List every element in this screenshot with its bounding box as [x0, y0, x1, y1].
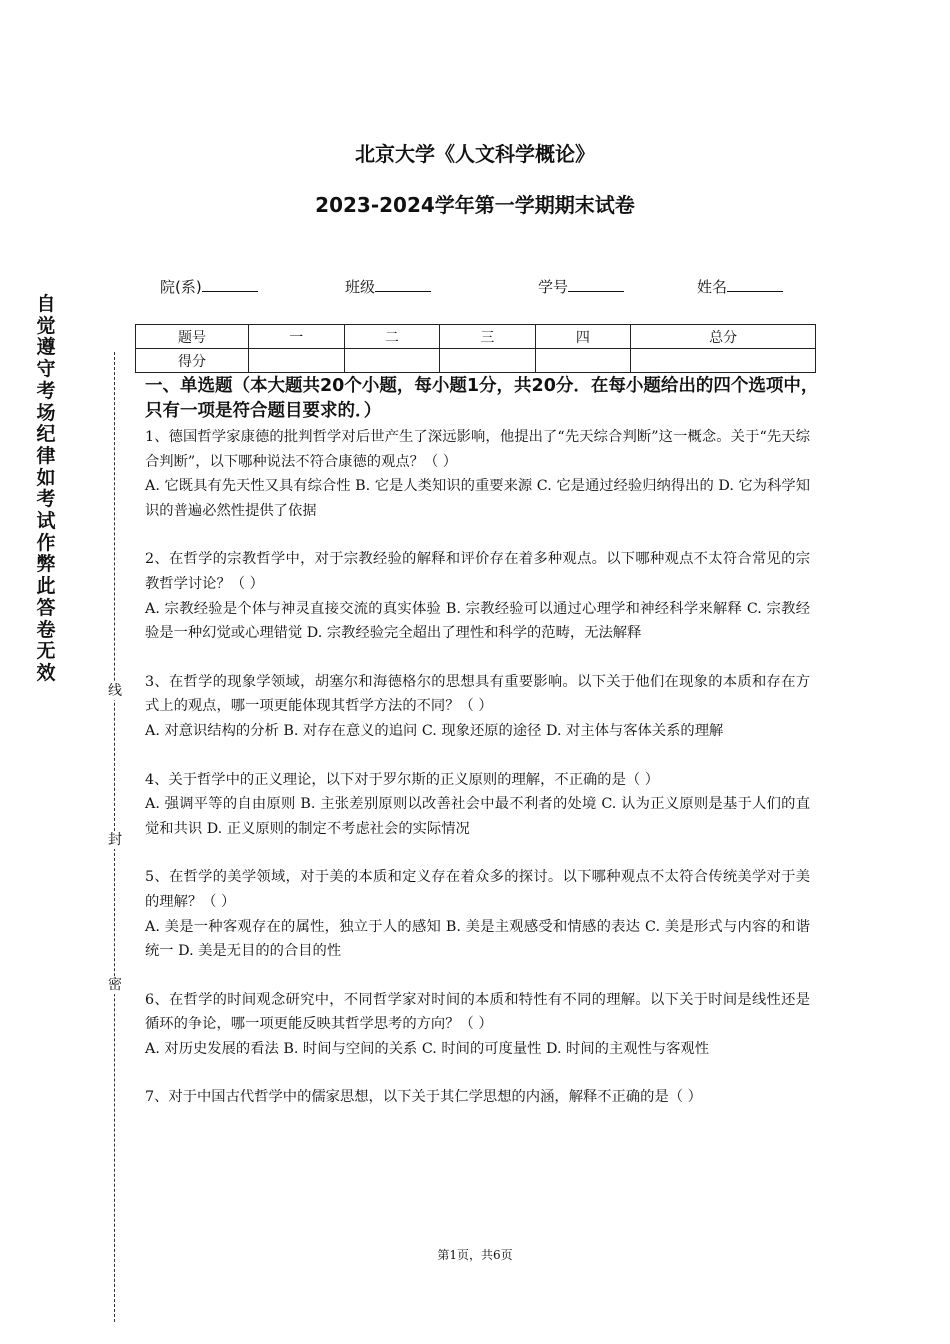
warning-char: 遵	[36, 336, 56, 359]
question-options: A. 美是一种客观存在的属性，独立于人的感知 B. 美是主观感受和情感的表达 C. 美是形式与内容的和谐统一 D. 美是无目的的合目的性	[145, 918, 810, 960]
score-entry-cell[interactable]	[535, 349, 631, 373]
section-title: 一、单选题（本大题共20个小题，每小题1分，共20分．在每小题给出的四个选项中，只有一项是符合题目要求的．）	[145, 376, 819, 421]
exam-title: 北京大学《人文科学概论》	[355, 142, 595, 166]
score-cell: 二	[344, 325, 440, 349]
warning-char: 无	[36, 640, 56, 663]
warning-char: 纪	[36, 423, 56, 446]
question-options: A. 对历史发展的看法 B. 时间与空间的关系 C. 时间的可度量性 D. 时间的主观性与客观性	[145, 1040, 709, 1057]
warning-char: 答	[36, 596, 56, 619]
score-table-score-row	[136, 349, 816, 373]
score-cell: 四	[535, 325, 631, 349]
score-cell: 总分	[631, 325, 816, 349]
question-stem: 1、德国哲学家康德的批判哲学对后世产生了深远影响，他提出了“先天综合判断”这一概念。关于“先天综合判断”，以下哪种说法不符合康德的观点？（ ）	[145, 429, 810, 470]
score-row-label: 得分	[136, 349, 249, 373]
cut-line-label-mi: 密	[108, 977, 122, 993]
question-item	[145, 670, 810, 744]
warning-char: 效	[36, 661, 56, 684]
cut-line-label-feng: 封	[108, 832, 122, 848]
question-item	[145, 865, 810, 963]
score-entry-cell[interactable]	[344, 349, 440, 373]
warning-char: 场	[36, 401, 56, 424]
warning-char: 弊	[36, 553, 56, 576]
question-stem: 7、对于中国古代哲学中的儒家思想，以下关于其仁学思想的内涵，解释不正确的是（ ）	[145, 1089, 702, 1106]
info-student-id: 学号	[538, 276, 624, 297]
score-cell: 三	[440, 325, 536, 349]
score-entry-cell[interactable]	[249, 349, 345, 373]
warning-char: 此	[36, 575, 56, 598]
question-stem: 3、在哲学的现象学领域，胡塞尔和海德格尔的思想具有重要影响。以下关于他们在现象的本质和存在方式上的观点，哪一项更能体现其哲学方法的不同？（ ）	[145, 673, 810, 715]
cut-line-label-xian: 线	[108, 683, 122, 699]
warning-char: 自	[36, 293, 56, 315]
score-entry-cell[interactable]	[631, 349, 816, 373]
info-name: 姓名	[697, 276, 783, 297]
department-blank[interactable]	[202, 277, 258, 292]
info-department: 院(系)	[160, 276, 258, 297]
question-stem: 2、在哲学的宗教哲学中，对于宗教经验的解释和评价存在着多种观点。以下哪种观点不太符合常见的宗教哲学讨论？（ ）	[145, 551, 810, 592]
question-item	[145, 547, 810, 645]
question-list	[145, 425, 810, 1134]
page-footer: 第1页，共6页	[437, 1248, 513, 1262]
warning-char: 考	[36, 379, 56, 402]
warning-char: 作	[36, 531, 56, 554]
class-blank[interactable]	[375, 277, 431, 292]
question-stem: 4、关于哲学中的正义理论，以下对于罗尔斯的正义原则的理解，不正确的是（ ）	[145, 771, 660, 788]
question-options: A. 强调平等的自由原则 B. 主张差别原则以改善社会中最不利者的处境 C. 认为正义原则是基于人们的直觉和共识 D. 正义原则的制定不考虑社会的实际情况	[145, 796, 810, 837]
warning-char: 觉	[36, 314, 56, 337]
question-options: A. 它既具有先天性又具有综合性 B. 它是人类知识的重要来源 C. 它是通过经验归纳得出的 D. 它为科学知识的普遍必然性提供了依据	[145, 478, 810, 519]
score-table-header-row	[136, 325, 816, 349]
score-cell: 一	[249, 325, 345, 349]
info-class: 班级	[345, 276, 431, 297]
warning-char: 守	[36, 358, 56, 381]
question-stem: 6、在哲学的时间观念研究中，不同哲学家对时间的本质和特性有不同的理解。以下关于时间是线性还是循环的争论，哪一项更能反映其哲学思考的方向？（ ）	[145, 991, 810, 1033]
warning-char: 试	[36, 510, 56, 533]
warning-char: 律	[36, 444, 56, 467]
question-item	[145, 425, 810, 523]
warning-char: 考	[36, 488, 56, 511]
exam-subtitle: 2023-2024学年第一学期期末试卷	[315, 193, 635, 217]
question-item	[145, 1085, 810, 1110]
name-blank[interactable]	[727, 277, 783, 292]
student-id-blank[interactable]	[568, 277, 624, 292]
question-stem: 5、在哲学的美学领域，对于美的本质和定义存在着众多的探讨。以下哪种观点不太符合传统美学对于美的理解？（ ）	[145, 869, 810, 910]
question-options: A. 宗教经验是个体与神灵直接交流的真实体验 B. 宗教经验可以通过心理学和神经科学来解释 C. 宗教经验是一种幻觉或心理错觉 D. 宗教经验完全超出了理性和科学的范畴，无法解释	[145, 600, 810, 642]
question-item	[145, 988, 810, 1062]
score-cell: 题号	[136, 325, 249, 349]
question-item	[145, 768, 810, 842]
exam-discipline-warning	[34, 294, 58, 685]
score-table	[135, 324, 816, 373]
warning-char: 卷	[36, 618, 56, 641]
warning-char: 如	[36, 466, 56, 489]
score-entry-cell[interactable]	[440, 349, 536, 373]
question-options: A. 对意识结构的分析 B. 对存在意义的追问 C. 现象还原的途径 D. 对主体与客体关系的理解	[145, 722, 724, 739]
